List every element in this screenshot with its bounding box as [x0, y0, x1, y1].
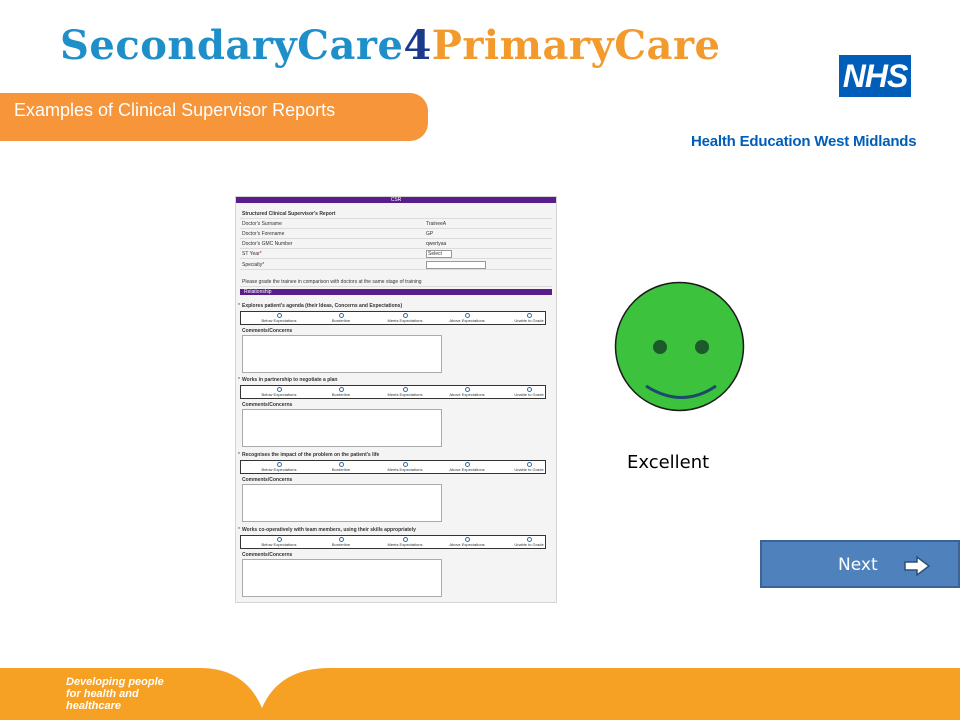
grade-option[interactable] [375, 537, 435, 547]
grade-option-label: Borderline [331, 392, 351, 397]
grade-option-label: Borderline [331, 542, 351, 547]
comments-textarea[interactable] [242, 559, 442, 597]
section-tagline: Examples of Clinical Supervisor Reports [0, 93, 428, 141]
grade-option[interactable] [375, 462, 435, 472]
required-mark: * [238, 377, 240, 383]
instruction-text: Please grade the trainee in comparison with doctors at the same stage of training [242, 279, 422, 285]
section-bar: Relationship [240, 289, 552, 295]
brand-title-part3: PrimaryCare [431, 22, 721, 69]
comments-label: Comments/Concerns [242, 402, 293, 408]
grade-option-label: Below Expectations [261, 392, 297, 397]
grade-option[interactable] [437, 537, 497, 547]
grade-option-label: Above Expectations [449, 318, 485, 323]
grade-option[interactable] [311, 462, 371, 472]
required-mark: * [238, 452, 240, 458]
grade-option[interactable] [249, 313, 309, 323]
grade-option[interactable] [437, 462, 497, 472]
grade-option[interactable] [311, 387, 371, 397]
footer-slogan: Developing people for health and healthcare [66, 676, 164, 712]
grade-option[interactable] [311, 313, 371, 323]
field-label: Doctor's GMC Number [242, 241, 293, 247]
next-button-label: Next [838, 555, 878, 575]
grade-option-label: Above Expectations [449, 467, 485, 472]
st-year-select[interactable]: Select [426, 250, 452, 258]
grade-radio-group [240, 311, 546, 325]
grade-option[interactable] [375, 313, 435, 323]
grade-option-label: Borderline [331, 467, 351, 472]
grade-option-label: Below Expectations [261, 542, 297, 547]
report-form-screenshot [235, 196, 557, 603]
grade-radio-group [240, 385, 546, 399]
grade-radio-group [240, 460, 546, 474]
grade-option[interactable] [249, 387, 309, 397]
brand-title-part1: SecondaryCare [60, 22, 404, 69]
arrow-right-icon [903, 555, 931, 577]
field-value: GP [426, 231, 434, 237]
grade-option-label: Below Expectations [261, 318, 297, 323]
grade-option[interactable] [499, 462, 557, 472]
field-label: Doctor's Forename [242, 231, 285, 237]
grade-option[interactable] [311, 537, 371, 547]
brand-title [60, 22, 720, 69]
grade-option-label: Above Expectations [449, 542, 485, 547]
specialty-label: Specialty* [242, 262, 265, 268]
st-year-label: ST Year* [242, 251, 262, 257]
question-title: Recognises the impact of the problem on the patient's life [242, 452, 380, 458]
comments-label: Comments/Concerns [242, 328, 293, 334]
grade-option-label: Meets Expectations [387, 392, 423, 397]
field-value: qwertyaa [426, 241, 447, 247]
rating-label: Excellent [627, 452, 710, 473]
grade-option[interactable] [375, 387, 435, 397]
grade-option-label: Unable to Grade [514, 542, 544, 547]
grade-option-label: Unable to Grade [514, 318, 544, 323]
question-title: Works co-operatively with team members, using their skills appropriately [242, 527, 416, 533]
grade-option[interactable] [499, 537, 557, 547]
grade-option[interactable] [437, 313, 497, 323]
field-value: TraineeA [426, 221, 447, 227]
field-label: Doctor's Surname [242, 221, 282, 227]
comments-label: Comments/Concerns [242, 477, 293, 483]
required-mark: * [238, 527, 240, 533]
specialty-input[interactable] [426, 261, 486, 269]
question-title: Works in partnership to negotiate a plan [242, 377, 338, 383]
grade-option-label: Meets Expectations [387, 467, 423, 472]
grade-option[interactable] [499, 387, 557, 397]
grade-option-label: Borderline [331, 318, 351, 323]
grade-option-label: Meets Expectations [387, 318, 423, 323]
grade-option[interactable] [249, 537, 309, 547]
required-mark: * [238, 303, 240, 309]
next-button[interactable] [760, 540, 960, 588]
form-title: Structured Clinical Supervisor's Report [242, 211, 336, 217]
question-title: Explores patient's agenda (their Ideas, Concerns and Expectations) [242, 303, 403, 309]
grade-option-label: Below Expectations [261, 467, 297, 472]
smiley-face-icon [614, 281, 745, 412]
org-name: Health Education West Midlands [691, 133, 917, 150]
grade-option-label: Above Expectations [449, 392, 485, 397]
grade-radio-group [240, 535, 546, 549]
comments-textarea[interactable] [242, 409, 442, 447]
grade-option-label: Meets Expectations [387, 542, 423, 547]
comments-label: Comments/Concerns [242, 552, 293, 558]
comments-textarea[interactable] [242, 335, 442, 373]
nhs-logo: NHS [839, 55, 911, 97]
brand-title-part2: 4 [403, 22, 432, 69]
grade-option[interactable] [499, 313, 557, 323]
grade-option-label: Unable to Grade [514, 392, 544, 397]
grade-option-label: Unable to Grade [514, 467, 544, 472]
grade-option[interactable] [437, 387, 497, 397]
grade-option[interactable] [249, 462, 309, 472]
comments-textarea[interactable] [242, 484, 442, 522]
form-header: CSR [236, 197, 556, 203]
